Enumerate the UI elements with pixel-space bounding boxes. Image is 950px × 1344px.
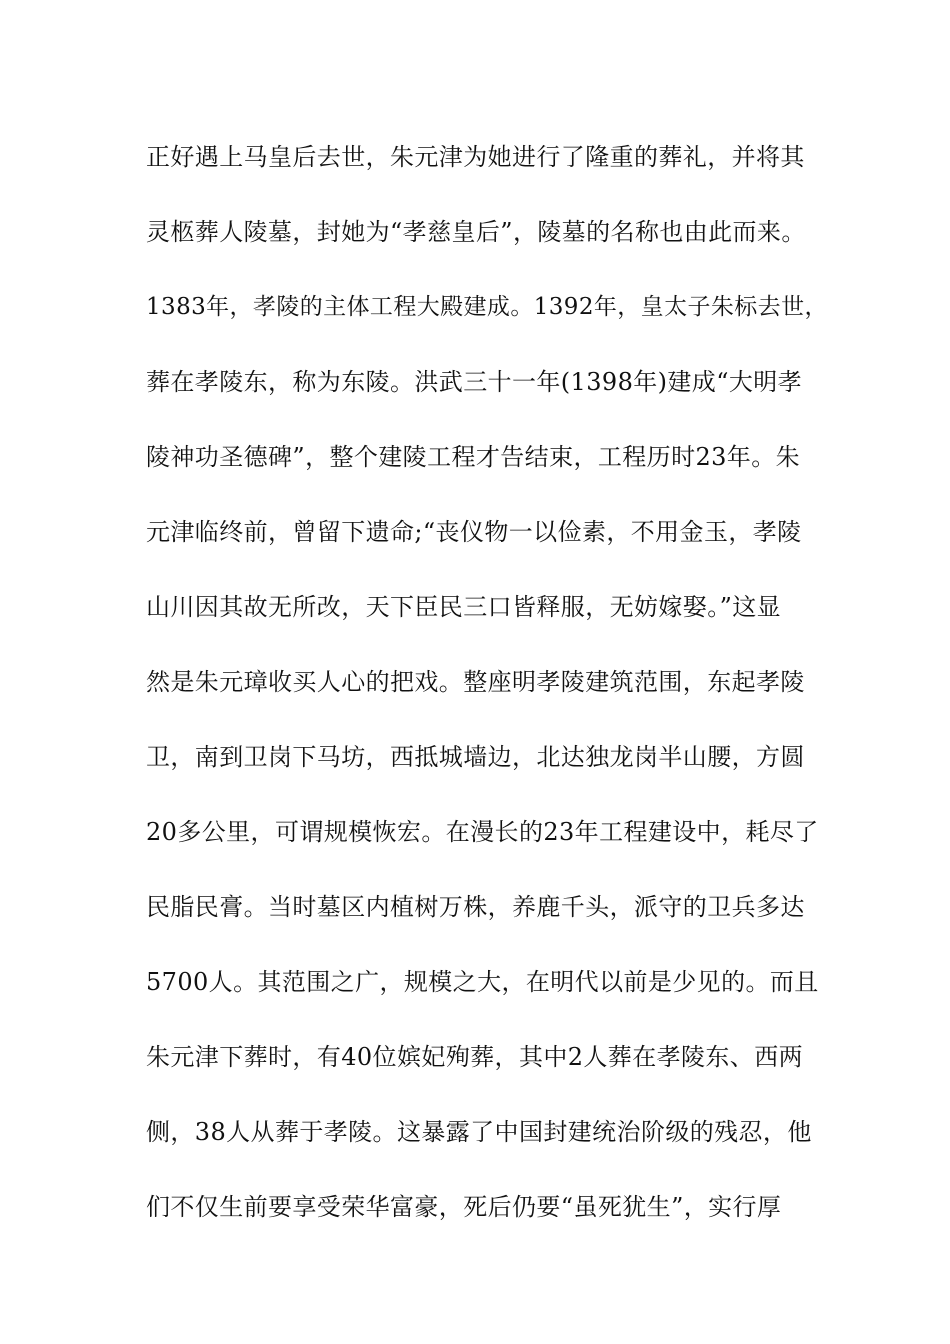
text-line: 5700人。其范围之广，规模之大，在明代以前是少见的。而且 [146,968,819,996]
text-line: 侧，38人从葬于孝陵。这暴露了中国封建统治阶级的残忍，他 [146,1118,812,1146]
text-line: 1383年，孝陵的主体工程大殿建成。1392年，皇太子朱标去世， [146,294,828,320]
text-line: 们不仅生前要享受荣华富豪，死后仍要“虽死犹生”，实行厚 [146,1193,782,1221]
body-text [146,132,826,1257]
text-line: 朱元津下葬时，有40位嫔妃殉葬，其中2人葬在孝陵东、西两 [146,1043,804,1071]
text-line: 正好遇上马皇后去世，朱元津为她进行了隆重的葬礼，并将其 [146,143,805,171]
text-line: 葬在孝陵东，称为东陵。洪武三十一年(1398年)建成“大明孝 [146,368,803,396]
text-line: 灵柩葬人陵墓，封她为“孝慈皇后”，陵墓的名称也由此而来。 [146,218,806,246]
text-line: 陵神功圣德碑”，整个建陵工程才告结束，工程历时23年。朱 [146,443,801,471]
text-line: 然是朱元璋收买人心的把戏。整座明孝陵建筑范围，东起孝陵 [146,668,805,696]
text-line: 山川因其故无所改，天下臣民三口皆释服，无妨嫁娶。”这显 [146,593,782,621]
text-line: 卫，南到卫岗下马坊，西抵城墙边，北达独龙岗半山腰，方圆 [146,743,805,771]
text-line: 民脂民膏。当时墓区内植树万株，养鹿千头，派守的卫兵多达 [146,893,805,921]
text-line: 20多公里，可谓规模恢宏。在漫长的23年工程建设中，耗尽了 [146,818,819,846]
text-line: 元津临终前，曾留下遗命;“丧仪物一以俭素，不用金玉，孝陵 [146,518,802,546]
